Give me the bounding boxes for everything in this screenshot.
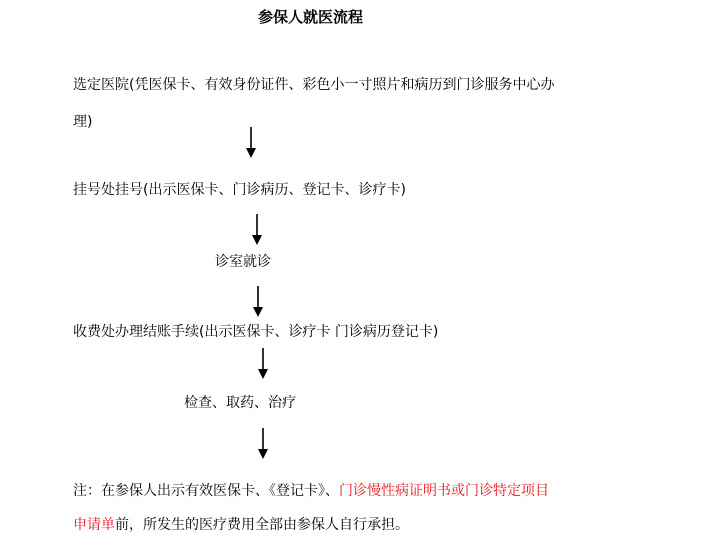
arrow-down-icon — [251, 286, 265, 318]
arrow-down-icon — [256, 428, 270, 460]
arrow-down-icon — [256, 348, 270, 380]
step-select-hospital: 选定医院(凭医保卡、有效身份证件、彩色小一寸照片和病历到门诊服务中心办 — [73, 77, 555, 93]
note-line-2 — [73, 515, 409, 535]
note-highlight: 门诊慢性病证明书或门诊特定项目 — [339, 483, 549, 499]
arrow-down-icon — [244, 127, 258, 159]
step-registration: 挂号处挂号(出示医保卡、门诊病历、登记卡、诊疗卡) — [73, 182, 406, 198]
note-highlight-cont: 申请单 — [73, 517, 115, 533]
step-consultation: 诊室就诊 — [215, 254, 271, 270]
step-payment: 收费处办理结账手续(出示医保卡、诊疗卡 门诊病历登记卡) — [73, 324, 439, 340]
arrow-down-icon — [250, 214, 264, 246]
note-suffix: 前，所发生的医疗费用全部由参保人自行承担。 — [115, 517, 409, 533]
note-line-1 — [73, 481, 549, 501]
page-title: 参保人就医流程 — [258, 8, 364, 26]
step-treatment: 检查、取药、治疗 — [184, 395, 296, 411]
step-select-hospital-cont: 理) — [73, 114, 93, 130]
note-prefix: 注：在参保人出示有效医保卡、《登记卡》、 — [73, 483, 339, 499]
